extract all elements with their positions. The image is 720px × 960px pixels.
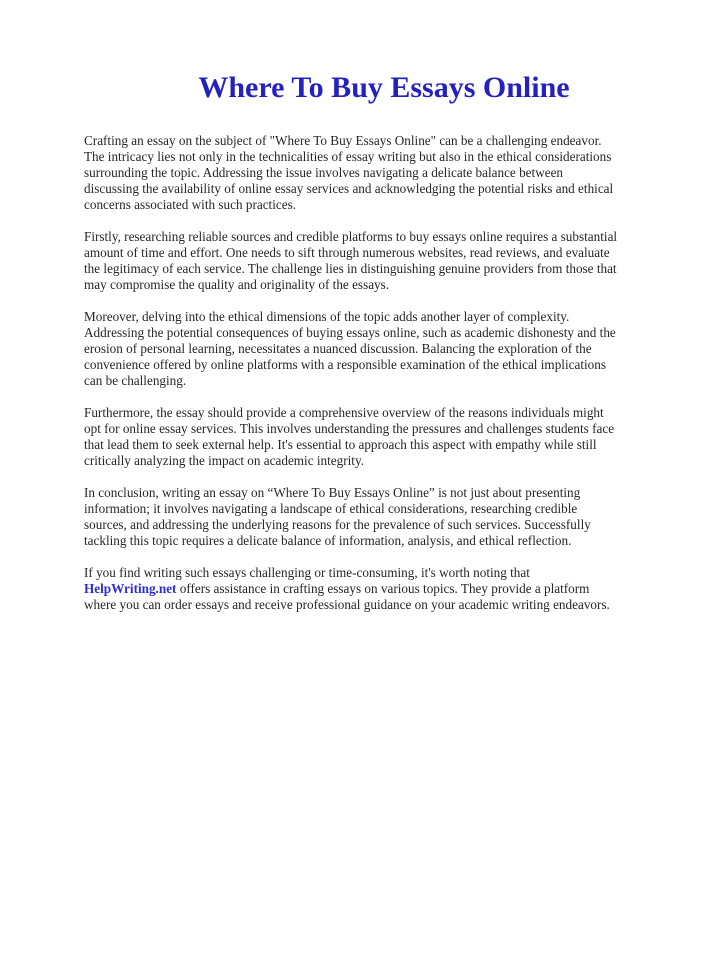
text-block <box>84 0 684 629</box>
paragraph-intro: Crafting an essay on the subject of "Where To Buy Essays Online" can be a challenging endeavor. The intricacy lies not only in the technicalities of essay writing but also in the ethical considerations surrounding the topic. Addressing the issue involves navigating a delicate balance between discussing the availability of online essay services and acknowledging the potential risks and ethical concerns associated with such practices. <box>84 133 614 212</box>
paragraph-conclusion: In conclusion, writing an essay on “Where To Buy Essays Online” is not just about presenting information; it involves navigating a landscape of ethical considerations, researching credible sources, and addressing the underlying reasons for the prevalence of such services. Successfully tackling this topic requires a delicate balance of information, analysis, and ethical reflection. <box>84 485 591 548</box>
paragraph-moreover: Moreover, delving into the ethical dimensions of the topic adds another layer of complexity. Addressing the potential consequences of buying essays online, such as academic dishonesty and the erosion of personal learning, necessitates a nuanced discussion. Balancing the exploration of the convenience offered by online platforms with a responsible examination of the ethical implications can be challenging. <box>84 309 616 388</box>
promo-text-after-link: offers assistance in crafting essays on various topics. They provide a platform where you can order essays and receive professional guidance on your academic writing endeavors. <box>84 581 610 612</box>
page-title: Where To Buy Essays Online <box>198 71 570 104</box>
promo-text-before-link: If you find writing such essays challenging or time-consuming, it's worth noting that <box>84 565 530 580</box>
paragraph-furthermore: Furthermore, the essay should provide a comprehensive overview of the reasons individuals might opt for online essay services. This involves understanding the pressures and challenges students face that lead them to seek external help. It's essential to approach this aspect with empathy while still critically analyzing the impact on academic integrity. <box>84 405 615 468</box>
paragraph-promo <box>84 565 684 613</box>
helpwriting-link[interactable]: HelpWriting.net <box>84 581 177 596</box>
paragraph-firstly: Firstly, researching reliable sources and credible platforms to buy essays online requires a substantial amount of time and effort. One needs to sift through numerous websites, read reviews, and evaluate the legitimacy of each service. The challenge lies in distinguishing genuine providers from those that may compromise the quality and originality of the essays. <box>84 229 618 292</box>
